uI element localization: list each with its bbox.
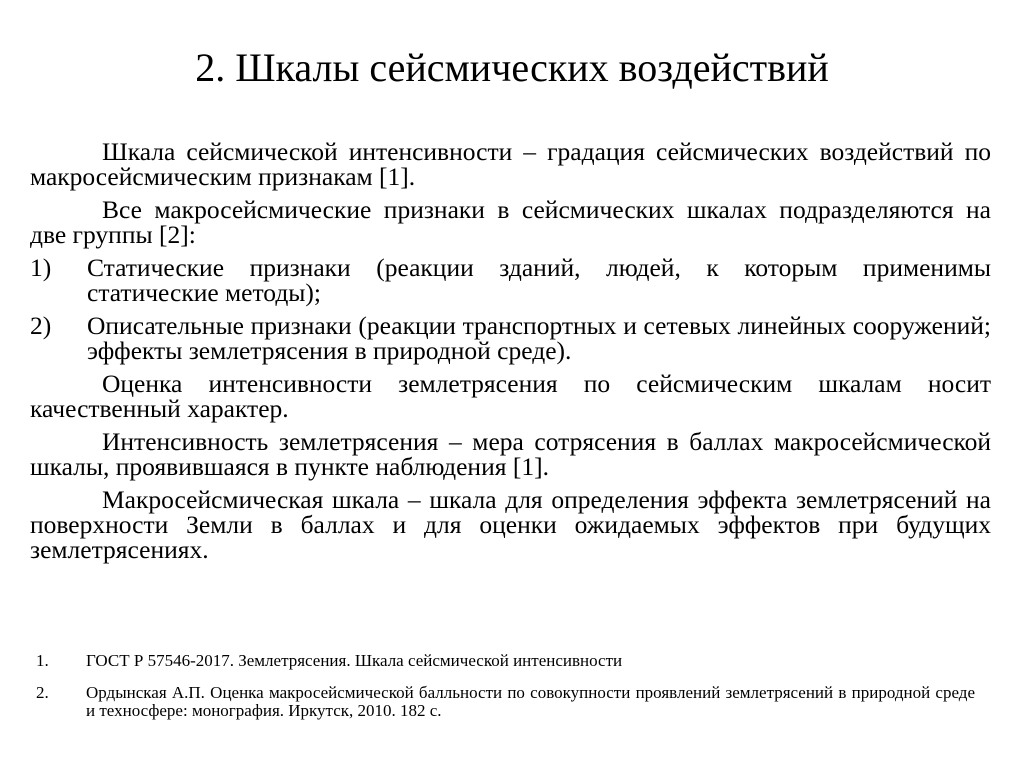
- list-item-number: 1): [30, 253, 52, 282]
- reference-text: ГОСТ Р 57546-2017. Землетрясения. Шкала сейсмической интенсивности: [86, 651, 623, 670]
- references: [30, 652, 975, 734]
- slide-body: [30, 139, 991, 570]
- paragraph-assessment: Оценка интенсивности землетрясения по сейсмическим шкалам носит качественный характер.: [30, 369, 991, 423]
- list-item: [30, 255, 991, 305]
- reference-number: 1.: [36, 651, 49, 670]
- reference-item: [30, 652, 975, 670]
- paragraph-definition-intensity: Интенсивность землетрясения – мера сотрясения в баллах макросейсмической шкалы, проявившаяся в пункте наблюдения [1].: [30, 427, 991, 481]
- paragraph-definition-macroseismic: Макросейсмическая шкала – шкала для определения эффекта землетрясений на поверхности Земли в баллах и для оценки ожидаемых эффектов при будущих землетрясениях.: [30, 485, 991, 564]
- list-item-text: Описательные признаки (реакции транспортных и сетевых линейных сооружений; эффекты землетрясения в природной среде).: [87, 311, 991, 365]
- list-item: [30, 313, 991, 363]
- slide-title: 2. Шкалы сейсмических воздействий: [195, 45, 829, 90]
- list-item-text: Статические признаки (реакции зданий, людей, к которым применимы статические методы);: [87, 253, 991, 307]
- reference-number: 2.: [36, 683, 49, 702]
- paragraph-groups-intro: Все макросейсмические признаки в сейсмических шкалах подразделяются на две группы [2]:: [30, 195, 991, 249]
- list-item-number: 2): [30, 311, 52, 340]
- reference-item: [30, 684, 975, 720]
- paragraph-definition-scale: Шкала сейсмической интенсивности – градация сейсмических воздействий по макросейсмическим признакам [1].: [30, 137, 991, 191]
- reference-text: Ордынская А.П. Оценка макросейсмической балльности по совокупности проявлений землетрясений в природной среде и техносфере: монография. Иркутск, 2010. 182 с.: [86, 683, 975, 720]
